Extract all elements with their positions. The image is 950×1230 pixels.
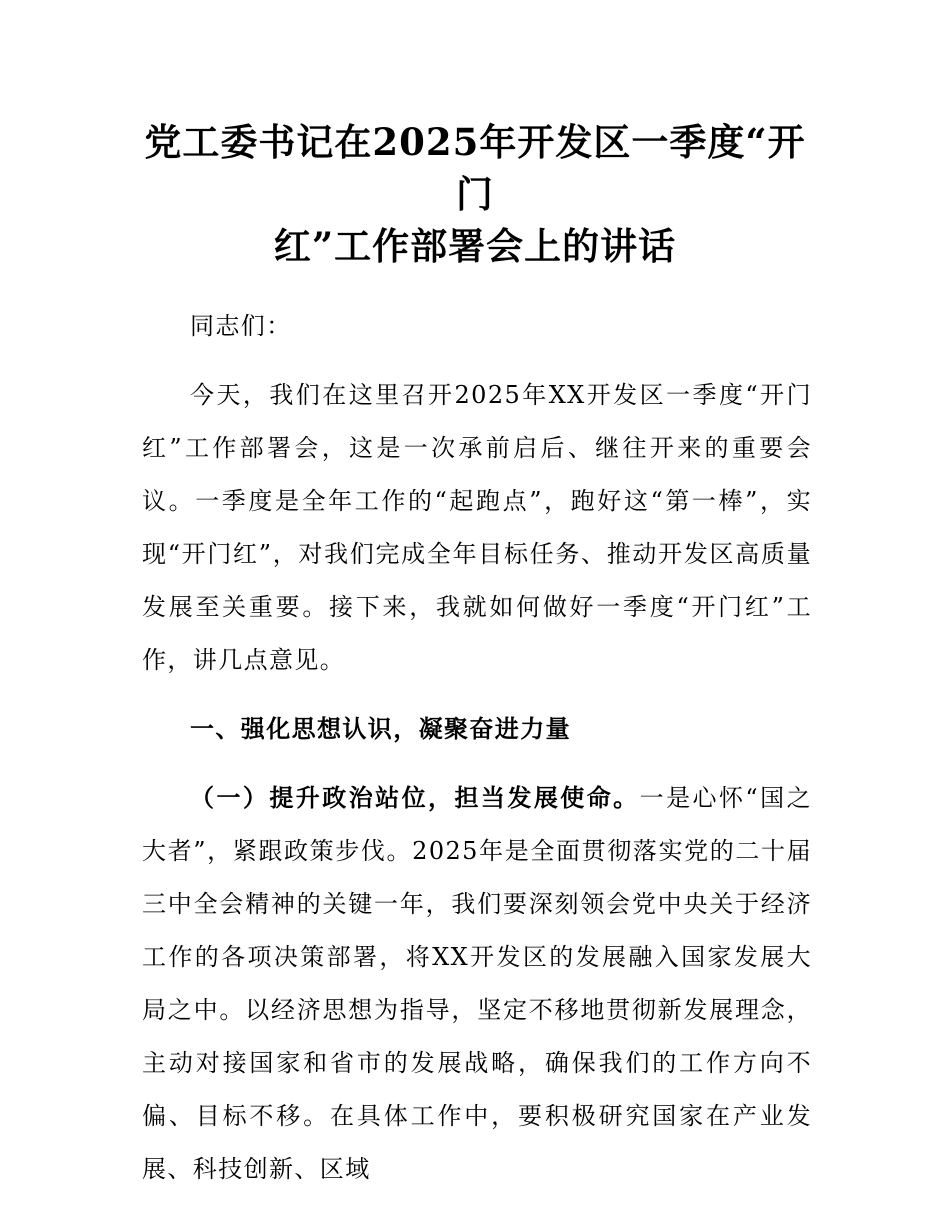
- subsection-heading-1: （一）提升政治站位，担当发展使命。: [190, 784, 640, 812]
- title-line-1: 党工委书记在2025年开发区一季度“开门: [144, 120, 806, 216]
- intro-paragraph: 今天，我们在这里召开2025年XX开发区一季度“开门红”工作部署会，这是一次承前启后、继往开来的重要会议。一季度是全年工作的“起跑点”，跑好这“第一棒”，实现“开门红”，对我们完成全年目标任务、推动开发区高质量发展至关重要。接下来，我就如何做好一季度“开门红”工作，讲几点意见。: [142, 381, 812, 674]
- title-line-2: 红”工作部署会上的讲话: [273, 224, 677, 268]
- section-heading-1: 一、强化思想认识，凝聚奋进力量: [190, 715, 571, 743]
- subsection-paragraph-1: [142, 772, 812, 1196]
- document-title: [140, 116, 810, 272]
- document-body: [142, 300, 812, 1212]
- salutation: 同志们：: [190, 312, 292, 340]
- subsection-text-1: 一是心怀“国之大者”，紧跟政策步伐。2025年是全面贯彻落实党的二十届三中全会精神的关键一年，我们要深刻领会党中央关于经济工作的各项决策部署，将XX开发区的发展融入国家发展大局之中。以经济思想为指导，坚定不移地贯彻新发展理念，主动对接国家和省市的发展战略，确保我们的工作方向不偏、目标不移。在具体工作中，要积极研究国家在产业发展、科技创新、区域: [142, 784, 812, 1183]
